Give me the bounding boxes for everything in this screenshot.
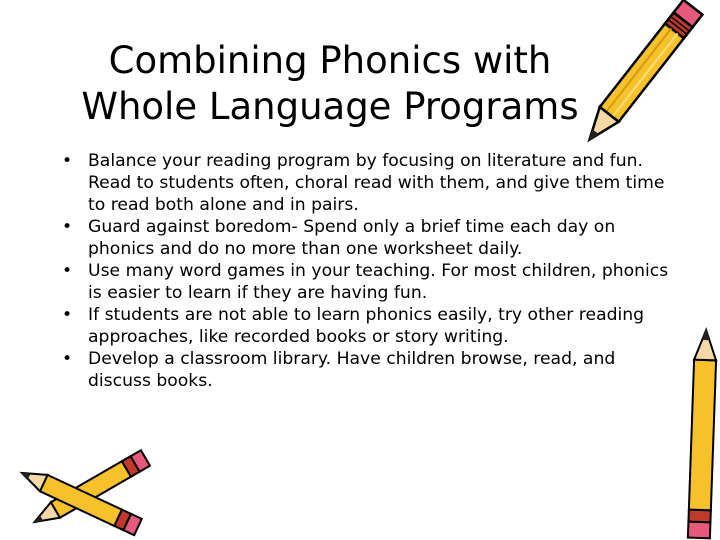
bullet-marker: • xyxy=(62,217,73,237)
bullet-text: Use many word games in your teaching. For most children, phonics is easier to learn if they are having fun. xyxy=(88,261,669,303)
pencils-icon xyxy=(0,430,170,540)
title-line-2: Whole Language Programs xyxy=(81,85,579,128)
bullet-text: If students are not able to learn phonics easily, try other reading approaches, like recorded books or story writing. xyxy=(88,305,645,347)
bullet-item xyxy=(62,150,672,216)
bullet-marker: • xyxy=(62,305,73,325)
bullet-item xyxy=(62,216,672,260)
bullet-text: Balance your reading program by focusing on literature and fun. Read to students often, choral read with them, and give them time to read both alone and in pairs. xyxy=(88,151,665,215)
bullet-text: Guard against boredom- Spend only a brief time each day on phonics and do no more than one worksheet daily. xyxy=(88,217,616,259)
bullet-list xyxy=(62,150,672,392)
bullet-item xyxy=(62,348,672,392)
title-line-1: Combining Phonics with xyxy=(108,39,552,82)
pencil-icon xyxy=(560,0,720,150)
bullet-item xyxy=(62,260,672,304)
bullet-marker: • xyxy=(62,261,73,281)
slide-title xyxy=(60,38,600,130)
bullet-item xyxy=(62,304,672,348)
bullet-marker: • xyxy=(62,151,73,171)
bullet-text: Develop a classroom library. Have children browse, read, and discuss books. xyxy=(88,349,616,391)
bullet-marker: • xyxy=(62,349,73,369)
pencil-icon xyxy=(686,300,720,540)
